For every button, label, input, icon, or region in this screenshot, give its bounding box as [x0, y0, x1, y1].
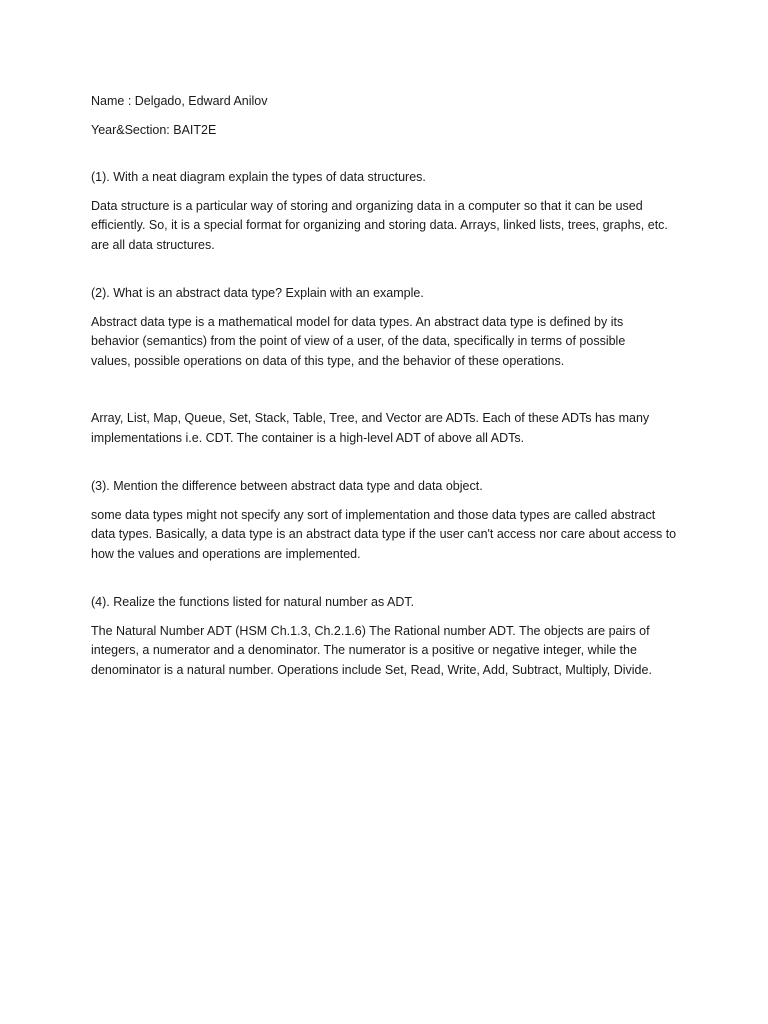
answer-4-line: The Natural Number ADT (HSM Ch.1.3, Ch.2.1.6) The Rational number ADT. The objects are pairs of: [91, 623, 650, 638]
answer-2-example-line: implementations i.e. CDT. The container is a high-level ADT of above all ADTs.: [91, 430, 525, 445]
answer-4: [91, 622, 691, 681]
question-3: (3). Mention the difference between abstract data type and data object.: [91, 479, 483, 493]
answer-2-line: values, possible operations on data of this type, and the behavior of these operations.: [91, 353, 565, 368]
student-name: Name : Delgado, Edward Anilov: [91, 94, 268, 108]
document-body: [91, 92, 691, 680]
answer-4-line: denominator is a natural number. Operations include Set, Read, Write, Add, Subtract, Multiply, Divide.: [91, 662, 652, 677]
answer-1: [91, 197, 691, 256]
answer-2-example-line: Array, List, Map, Queue, Set, Stack, Table, Tree, and Vector are ADTs. Each of these ADTs has many: [91, 411, 650, 425]
answer-2: [91, 313, 691, 372]
question-1: (1). With a neat diagram explain the types of data structures.: [91, 170, 426, 184]
answer-3-line: how the values and operations are implemented.: [91, 546, 361, 561]
answer-1-line: Data structure is a particular way of storing and organizing data in a computer so that it can be used: [91, 198, 643, 213]
answer-3-line: some data types might not specify any sort of implementation and those data types are called abstract: [91, 507, 656, 522]
answer-1-line: efficiently. So, it is a special format for organizing and storing data. Arrays, linked lists, trees, graphs, etc.: [91, 218, 668, 232]
answer-3: [91, 506, 691, 565]
answer-4-line: integers, a numerator and a denominator. The numerator is a positive or negative integer, while the: [91, 643, 637, 657]
answer-1-line: are all data structures.: [91, 237, 215, 252]
answer-2-line: behavior (semantics) from the point of view of a user, of the data, specifically in terms of possible: [91, 334, 626, 348]
answer-3-line: data types. Basically, a data type is an abstract data type if the user can't access nor care about access to: [91, 527, 677, 541]
answer-2-line: Abstract data type is a mathematical model for data types. An abstract data type is defined by its: [91, 314, 624, 329]
year-section: Year&Section: BAIT2E: [91, 122, 217, 137]
question-2: (2). What is an abstract data type? Explain with an example.: [91, 286, 424, 300]
question-4: (4). Realize the functions listed for natural number as ADT.: [91, 595, 415, 609]
answer-2-example: [91, 409, 691, 448]
